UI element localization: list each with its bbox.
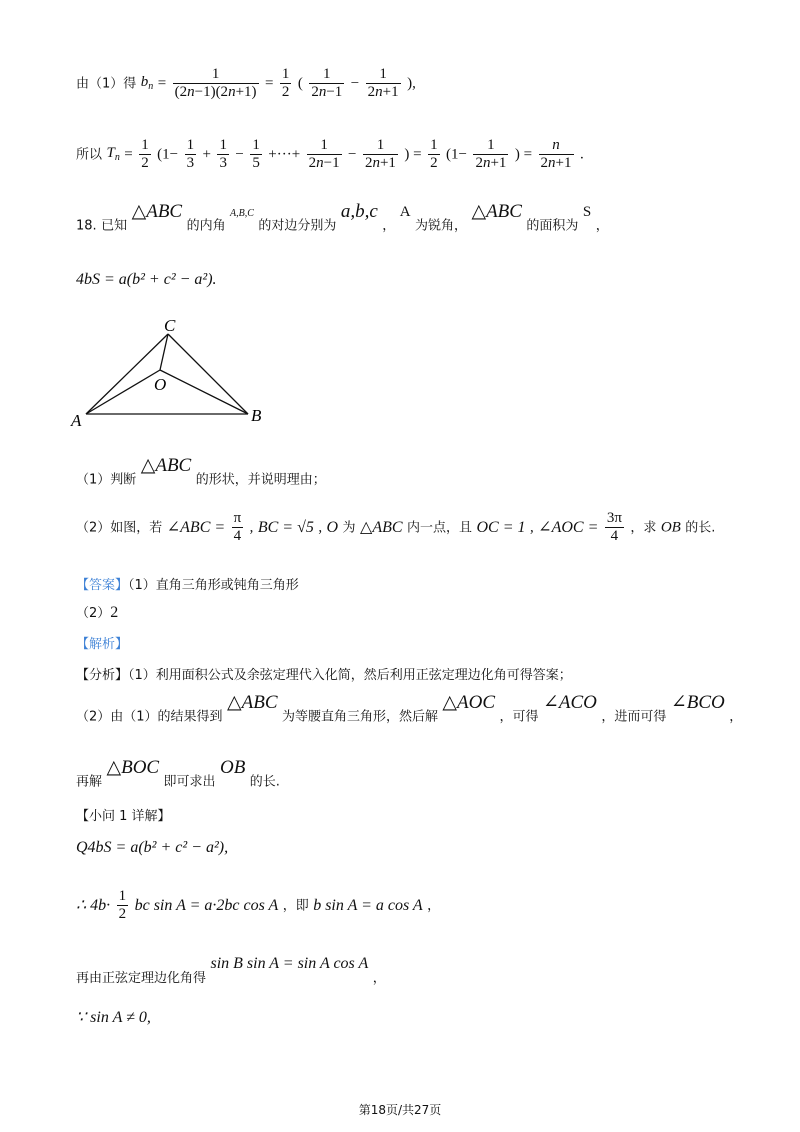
problem-18-line1 xyxy=(76,201,609,235)
bn-lhs: $b_n$ xyxy=(140,74,154,93)
answer-1: （1）直角三角形或钝角三角形 xyxy=(128,578,299,593)
analysis-text: ， xyxy=(729,709,743,725)
segment-ob xyxy=(160,370,248,414)
triangle-abc: △ABC xyxy=(131,201,183,222)
detail-text: ，即 xyxy=(282,898,309,914)
ob: OB xyxy=(660,519,681,536)
detail-therefore: ∴ 4b· xyxy=(76,896,111,914)
triangle-aoc: △AOC xyxy=(442,692,496,713)
math-minus: − xyxy=(348,146,357,163)
analysis-text: ，进而可得 xyxy=(601,709,667,725)
detail-line-2 xyxy=(76,888,440,924)
math-dots: +···+ xyxy=(268,146,301,163)
frac-2n+1: $\frac{1}{2n+1}$ xyxy=(364,137,396,172)
half-fraction: $\frac{1}{2}$ xyxy=(281,66,290,101)
angle-aco: ∠ACO xyxy=(542,692,597,713)
triangle-figure xyxy=(68,316,278,431)
math-paren: ( xyxy=(297,75,303,92)
part-1 xyxy=(76,455,326,489)
problem-text: ， xyxy=(595,218,609,234)
analysis-text: 再解 xyxy=(76,774,103,790)
frac-1-5: $\frac{1}{5}$ xyxy=(252,137,260,172)
frac-2n+1: $\frac{1}{2n+1}$ xyxy=(475,137,507,172)
bc-value: BC = √5 xyxy=(257,518,314,536)
boc-label: BOC xyxy=(121,757,160,778)
analysis-p3 xyxy=(76,757,280,791)
oc-value: OC = 1 xyxy=(476,518,526,536)
line2-prefix: 所以 xyxy=(76,147,103,163)
problem-text: 为锐角， xyxy=(415,218,468,234)
part1-prefix: （1）判断 xyxy=(76,472,137,488)
part2-text: ，求 xyxy=(630,520,657,536)
label-b: B xyxy=(251,406,262,425)
pi-over-4: $\frac{\pi}{4}$ xyxy=(233,510,242,545)
part2-text: 的长. xyxy=(685,520,716,536)
detail-tag: 【小问 1 详解】 xyxy=(76,809,171,824)
detail-eq3: sin B sin A = sin A cos A xyxy=(210,955,369,972)
angle-aoc: ∠AOC = xyxy=(538,518,599,536)
bn-fraction: $\frac{1}{(2n-1)(2n+1)}$ xyxy=(174,66,257,101)
analysis-text: 即可求出 xyxy=(163,774,216,790)
math-comma: , xyxy=(318,519,323,536)
side-cb xyxy=(168,334,248,414)
half-fraction: $\frac{1}{2}$ xyxy=(118,888,127,923)
problem-text: 的对边分别为 xyxy=(258,218,337,234)
line-bn-formula xyxy=(76,66,416,102)
segment-oc xyxy=(160,334,168,370)
n-over-2n+1: $\frac{n}{2n+1}$ xyxy=(540,137,572,172)
part2-prefix: （2）如图，若 xyxy=(76,520,163,536)
label-c: C xyxy=(164,316,176,335)
math-eq: = xyxy=(157,75,167,92)
label-a: A xyxy=(71,411,82,430)
math-eq: = xyxy=(264,75,274,92)
side-names: a,b,c xyxy=(340,201,378,222)
area-s: S xyxy=(582,203,592,220)
math-text: (1− xyxy=(446,146,467,163)
math-plus: + xyxy=(202,146,211,163)
side-ac xyxy=(86,334,168,414)
angle-bco: ∠BCO xyxy=(670,692,725,713)
angle-abc: ∠ABC = xyxy=(166,518,226,536)
problem-text: ， xyxy=(382,218,396,234)
triangle-boc: △BOC xyxy=(106,757,160,778)
detail-text: ， xyxy=(372,971,386,986)
math-eq: ) = xyxy=(404,146,422,163)
math-eq: ) = xyxy=(514,146,533,163)
answer-2-prefix: （2） xyxy=(76,606,111,621)
analysis-tag: 【解析】 xyxy=(76,637,129,652)
math-text: (1− xyxy=(157,146,179,163)
analysis-text: ，可得 xyxy=(499,709,539,725)
detail-eq: bc sin A = a·2bc cos A xyxy=(134,896,279,914)
answer-line-1 xyxy=(76,578,299,592)
problem-text: 的面积为 xyxy=(526,218,579,234)
3pi-over-4: $\frac{3\pi}{4}$ xyxy=(606,510,622,545)
frac-2n-1: $\frac{1}{2n-1}$ xyxy=(311,66,343,101)
aoc-label: AOC xyxy=(457,692,496,713)
problem-text: 的内角 xyxy=(186,218,226,234)
triangle-abc: △ABC xyxy=(140,455,192,476)
detail-text: ， xyxy=(427,898,441,914)
triangle-abc: △ABC xyxy=(360,518,403,536)
analysis-p2 xyxy=(76,692,743,726)
math-comma: , xyxy=(249,519,254,536)
triangle-abc: △ABC xyxy=(471,201,522,222)
page-footer: 第18页/共27页 xyxy=(358,1103,442,1117)
frac-2n-1: $\frac{1}{2n-1}$ xyxy=(308,137,340,172)
analysis-text: （2）由（1）的结果得到 xyxy=(76,709,223,725)
analysis-text: 的长. xyxy=(249,774,280,790)
half-fraction: $\frac{1}{2}$ xyxy=(430,137,438,172)
detail-text: 再由正弦定理边化角得 xyxy=(76,971,207,986)
math-minus: − xyxy=(350,75,360,92)
fenxi-text: （1）利用面积公式及余弦定理代入化简，然后利用正弦定理边化角可得答案； xyxy=(128,668,572,683)
fenxi-line xyxy=(76,668,572,682)
frac-1-3b: $\frac{1}{3}$ xyxy=(219,137,227,172)
ob: OB xyxy=(220,757,246,778)
label-o: O xyxy=(154,375,167,394)
detail-eq2: b sin A = a cos A xyxy=(313,896,423,914)
part-2 xyxy=(76,510,715,546)
math-paren: ), xyxy=(407,75,416,92)
math-minus: − xyxy=(235,146,244,163)
line1-prefix: 由（1）得 xyxy=(76,76,137,92)
answer-tag: 【答案】 xyxy=(76,578,129,593)
problem-number: 18. xyxy=(76,218,97,234)
triangle-abc: △ABC xyxy=(227,692,278,713)
angle-a: A xyxy=(399,203,411,220)
answer-2-value: 2 xyxy=(110,604,119,621)
detail-line-1: Q4bS = a(b² + c² − a²), xyxy=(76,839,229,856)
detail-line-3 xyxy=(76,955,386,986)
segment-oa xyxy=(86,370,160,414)
fenxi-tag: 【分析】 xyxy=(76,668,129,683)
frac-1-3: $\frac{1}{3}$ xyxy=(186,137,195,172)
half-fraction: $\frac{1}{2}$ xyxy=(141,137,149,172)
part2-text: 内一点，且 xyxy=(407,520,473,536)
line-tn-formula xyxy=(76,137,584,173)
answer-line-2 xyxy=(76,605,118,621)
given-equation: 4bS = a(b² + c² − a²). xyxy=(76,271,217,288)
math-eq: = xyxy=(124,146,133,163)
problem-text: 已知 xyxy=(101,218,128,234)
part1-suffix: 的形状，并说明理由； xyxy=(195,472,326,488)
tn-lhs: $T_n$ xyxy=(106,145,120,164)
point-o: O xyxy=(326,518,339,536)
math-period: . xyxy=(579,146,584,163)
angle-names: A,B,C xyxy=(230,207,254,219)
analysis-text: 为等腰直角三角形，然后解 xyxy=(281,709,438,725)
frac-2n+1: $\frac{1}{2n+1}$ xyxy=(367,66,399,101)
detail-line-4: ∵ sin A ≠ 0, xyxy=(76,1009,151,1026)
part2-text: 为 xyxy=(342,520,356,536)
math-comma: , xyxy=(529,519,534,536)
